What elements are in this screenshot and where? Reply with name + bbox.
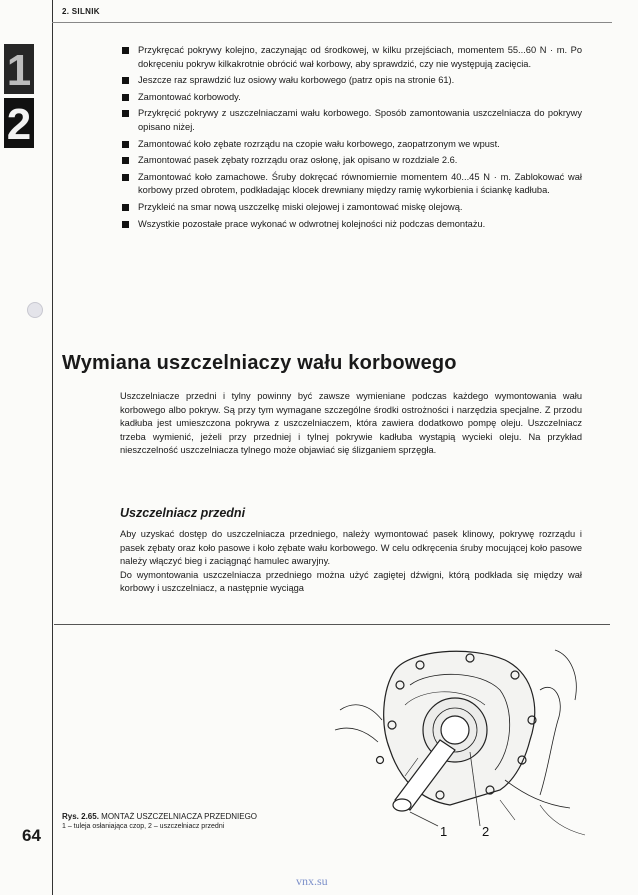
- list-item: Wszystkie pozostałe prace wykonać w odwrotnej kolejności niż podczas demontażu.: [120, 218, 582, 232]
- caption-text: MONTAŻ USZCZELNIACZA PRZEDNIEGO: [101, 812, 258, 821]
- chapter-header: 2. SILNIK: [62, 7, 100, 16]
- list-item: Przykleić na smar nową uszczelkę miski olejowej i zamontować miskę olejową.: [120, 201, 582, 215]
- figure-label-1: 1: [440, 824, 448, 839]
- binder-hole: [27, 302, 43, 318]
- list-item: Zamontować korbowody.: [120, 91, 582, 105]
- engine-seal-illustration: [300, 630, 600, 840]
- caption-title: [62, 812, 302, 821]
- intro-paragraph: Uszczelniacze przedni i tylny powinny być zawsze wymieniane podczas każdego wymontowania wału korbowego albo pokryw. Są przy tym wymagane szczególne środki ostrożności i narzędzia specjalne. Z przodu kadłuba jest umieszczona pokrywa z uszczelniaczem, która zawiera dodatkowo pompę oleju. Uszczelniacz trzeba wymienić, jeżeli przy przedniej i tylnej pokrywie kadłuba wystąpią wycieki oleju. Na przykład nieszczelność uszczelniacza tylnego może objawiać się ślizganiem sprzęgła.: [120, 391, 582, 456]
- watermark: vnx.su: [296, 874, 328, 888]
- chapter-tab-2: 2: [4, 98, 34, 148]
- list-item: Przykręcić pokrywy z uszczelniaczami wału korbowego. Sposób zamontowania uszczelniacza do pokrywy opisano niżej.: [120, 107, 582, 134]
- subheading: Uszczelniacz przedni: [120, 506, 246, 520]
- list-item: Zamontować koło zamachowe. Śruby dokręcać równomiernie momentem 40...45 N · m. Zablokować wał korbowy przed obrotem, podkładając klocek drewniany między ramię wykorbienia i ściankę kadłuba.: [120, 171, 582, 198]
- instruction-list: [120, 44, 582, 234]
- list-item: Zamontować koło zębate rozrządu na czopie wału korbowego, zaopatrzonym we wpust.: [120, 138, 582, 152]
- subheading-paragraph: Aby uzyskać dostęp do uszczelniacza przedniego, należy wymontować pasek klinowy, pokrywę rozrządu i pasek zębaty oraz koło pasowe i koło zębate wału korbowego. W celu odkręcenia śruby mocującej koło pasowe należy włączyć bieg i zaciągnąć hamulec awaryjny. Do wymontowania uszczelniacza przedniego można użyć zagiętej dźwigni, którą podkłada się między wał korbowy i uszczelniacz, a następnie wyciąga: [120, 529, 582, 594]
- section-title: Wymiana uszczelniaczy wału korbowego: [62, 352, 457, 374]
- figure-separator: [54, 624, 610, 625]
- caption-number: Rys. 2.65.: [62, 812, 99, 821]
- caption-legend: 1 – tuleja osłaniająca czop, 2 – uszczelniacz przedni: [62, 823, 225, 830]
- page-number: 64: [22, 826, 41, 845]
- left-margin-rule: [52, 0, 53, 895]
- chapter-tab-1: 1: [4, 44, 34, 94]
- list-item: Jeszcze raz sprawdzić luz osiowy wału korbowego (patrz opis na stronie 61).: [120, 74, 582, 88]
- list-item: Przykręcać pokrywy kolejno, zaczynając od środkowej, w kilku przejściach, momentem 55...60 N · m. Po dokręceniu pokryw kilkakrotnie obrócić wał korbowy, aby sprawdzić, czy nie występują zacięcia.: [120, 44, 582, 71]
- figure-caption: [62, 812, 302, 830]
- figure-label-2: 2: [482, 824, 490, 839]
- list-item: Zamontować pasek zębaty rozrządu oraz osłonę, jak opisano w rozdziale 2.6.: [120, 154, 582, 168]
- header-rule: [52, 22, 612, 23]
